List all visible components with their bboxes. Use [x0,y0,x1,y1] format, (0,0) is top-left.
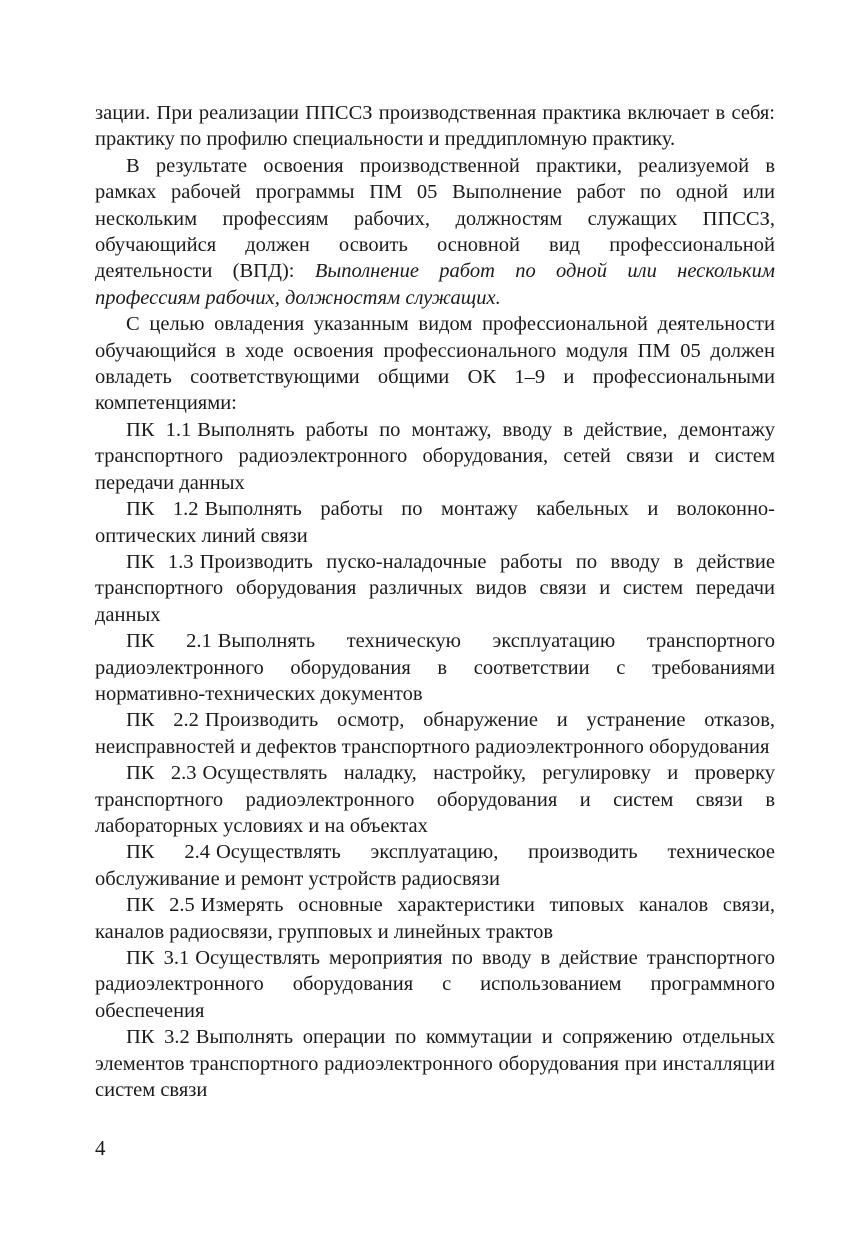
competency-text: Осуществлять наладку, настройку, регулировку и проверку транспортного радиоэлектронного оборудования и систем связи в лабораторных условиях и на объектах [95,762,775,837]
competency-text: Выполнять работы по монтажу, вводу в действие, демонтажу транспортного радиоэлектронного оборудования, сетей связи и систем передачи данных [95,418,775,494]
competency-item [95,417,775,496]
competency-text: Производить пуско-наладочные работы по вводу в действие транспортного оборудования различных видов связи и систем передачи данных [95,550,776,626]
competency-text: Производить осмотр, обнаружение и устранение отказов, неисправностей и дефектов транспортного радиоэлектронного оборудования [95,709,776,758]
competency-item [95,945,775,1024]
competency-item [95,760,775,839]
competency-item [95,496,775,549]
competency-code: ПК 2.5 [126,894,195,917]
competency-item [95,892,775,945]
competency-code: ПК 3.2 [126,1026,190,1049]
paragraph-vpd-text: В результате освоения производственной практики, реализуемой в рамках рабочей программы ПМ 05 Выполнение работ по одной или нескольким профессиям рабочих, должностям служащих ППССЗ, обучающийся должен освоить основной вид профессиональной деятельности (ВПД): [95,154,775,283]
paragraph-intro-continuation: зации. При реализации ППССЗ производственная практика включает в себя: практику по профилю специальности и преддипломную практику. [95,102,775,151]
paragraph-vpd [95,153,775,311]
competency-text: Выполнять операции по коммутации и сопряжению отдельных элементов транспортного радиоэлектронного оборудования при инсталляции систем связи [95,1026,775,1102]
paragraph-competencies-intro: С целью овладения указанным видом профессиональной деятельности обучающийся в ходе освоения профессионального модуля ПМ 05 должен овладеть соответствующими общими ОК 1–9 и профессиональными компетенциями: [95,313,775,415]
page-content [95,100,775,1103]
competency-item [95,549,775,628]
competency-item [95,839,775,892]
competency-code: ПК 2.4 [126,841,210,864]
competency-code: ПК 3.1 [126,947,190,969]
competency-code: ПК 1.2 [126,498,199,521]
competency-text: Измерять основные характеристики типовых каналов связи, каналов радиосвязи, групповых и линейных трактов [95,894,775,943]
page-number: 4 [95,1136,106,1160]
paragraph-vpd-italic: Выполнение работ по одной или нескольким профессиям рабочих, должностям служащих. [95,260,775,309]
competency-item [95,707,775,760]
competency-text: Выполнять работы по монтажу кабельных и волоконно-оптических линий связи [95,498,775,547]
competency-code: ПК 2.2 [126,709,199,732]
competency-code: ПК 2.3 [126,762,197,785]
competency-text: Выполнять техническую эксплуатацию транспортного радиоэлектронного оборудования в соответствии с требованиями нормативно-технических документов [95,630,775,705]
competency-item [95,1024,775,1103]
competency-text: Осуществлять мероприятия по вводу в действие транспортного радиоэлектронного оборудования с использованием программного обеспечения [95,947,776,1022]
competency-text: Осуществлять эксплуатацию, производить техническое обслуживание и ремонт устройств радиосвязи [95,841,775,890]
competency-code: ПК 1.3 [126,550,194,573]
competency-item [95,628,775,707]
competency-code: ПК 1.1 [126,418,192,441]
competency-code: ПК 2.1 [126,630,212,653]
